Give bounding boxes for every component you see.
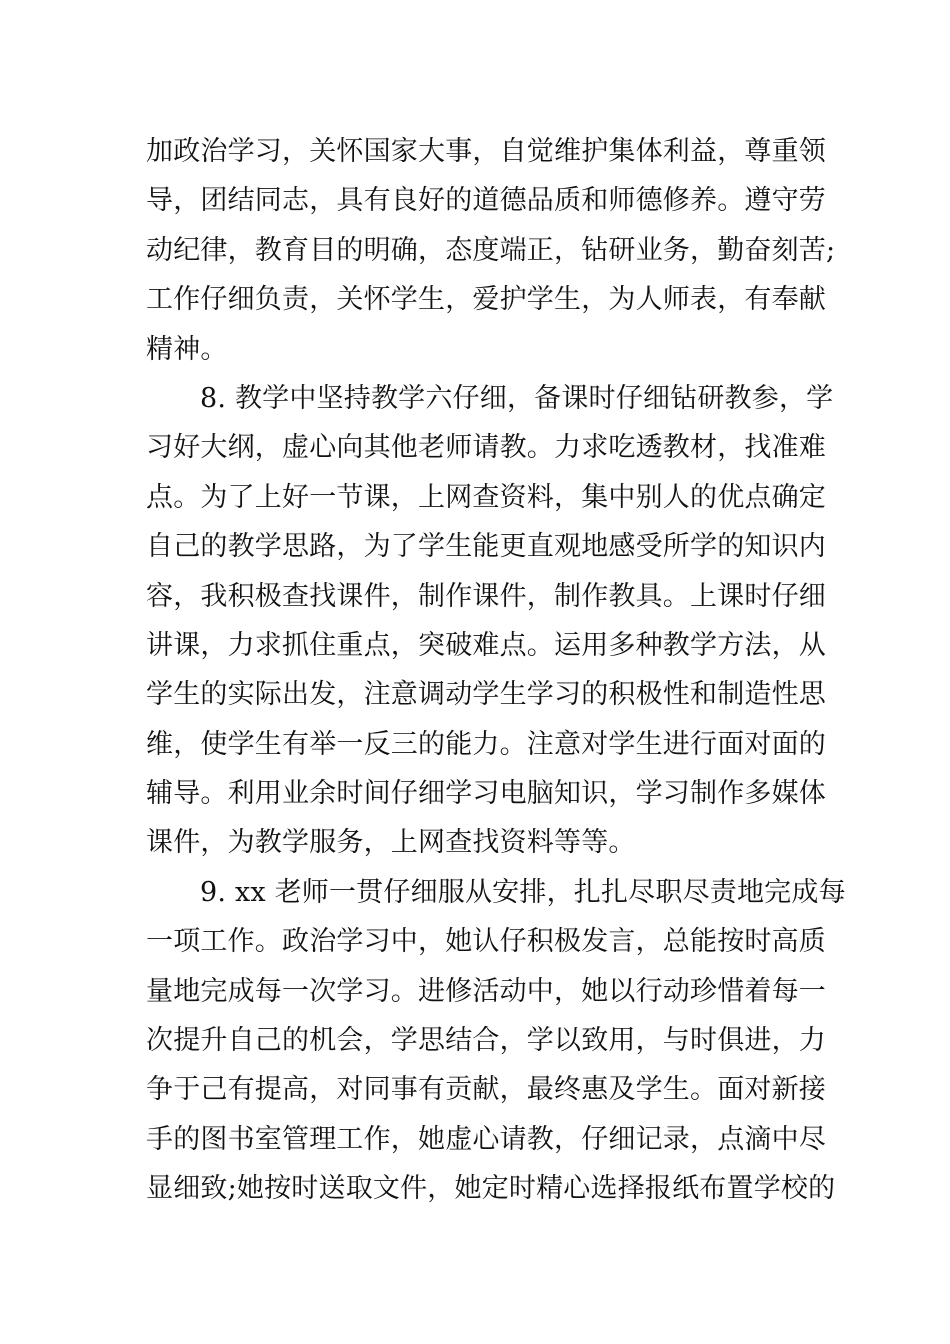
document-body xyxy=(146,127,846,1214)
text-line: 习好大纲，虚心向其他老师请教。力求吃透教材，找准难 xyxy=(146,432,826,464)
text-line: 显细致;她按时送取文件，她定时精心选择报纸布置学校的 xyxy=(146,1173,836,1205)
text-line: 点。为了上好一节课，上网查资料，集中别人的优点确定 xyxy=(146,481,826,513)
text-line: 工作仔细负责，关怀学生，爱护学生，为人师表，有奉献 xyxy=(146,284,826,316)
text-line: 精神。 xyxy=(146,333,228,365)
text-line: 手的图书室管理工作，她虚心请教，仔细记录，点滴中尽 xyxy=(146,1123,826,1155)
text-line: 导，团结同志，具有良好的道德品质和师德修养。遵守劳 xyxy=(146,185,826,217)
text-line: 争于己有提高，对同事有贡献，最终惠及学生。面对新接 xyxy=(146,1074,826,1106)
text-line: 辅导。利用业余时间仔细学习电脑知识，学习制作多媒体 xyxy=(146,778,826,810)
text-line: 一项工作。政治学习中，她认仔积极发言，总能按时高质 xyxy=(146,926,826,958)
text-line: 次提升自己的机会，学思结合，学以致用，与时俱进，力 xyxy=(146,1025,826,1057)
paragraph-9-first-line: 9. xx 老师一贯仔细服从安排，扎扎尽职尽责地完成每 xyxy=(200,876,846,908)
text-line: 自己的教学思路，为了学生能更直观地感受所学的知识内 xyxy=(146,531,826,563)
text-line: 课件，为教学服务，上网查找资料等等。 xyxy=(146,827,636,859)
text-line: 容，我积极查找课件，制作课件，制作教具。上课时仔细 xyxy=(146,580,826,612)
text-line: 加政治学习，关怀国家大事，自觉维护集体利益，尊重领 xyxy=(146,136,826,167)
text-line: 维，使学生有举一反三的能力。注意对学生进行面对面的 xyxy=(146,728,826,760)
text-line: 学生的实际出发，注意调动学生学习的积极性和制造性思 xyxy=(146,679,826,711)
text-line: 量地完成每一次学习。进修活动中，她以行动珍惜着每一 xyxy=(146,975,826,1007)
text-line: 动纪律，教育目的明确，态度端正，钻研业务，勤奋刻苦; xyxy=(146,234,836,266)
paragraph-8-first-line: 8. 教学中坚持教学六仔细，备课时仔细钻研教参，学 xyxy=(200,382,834,414)
text-line: 讲课，力求抓住重点，突破难点。运用多种教学方法，从 xyxy=(146,629,826,661)
